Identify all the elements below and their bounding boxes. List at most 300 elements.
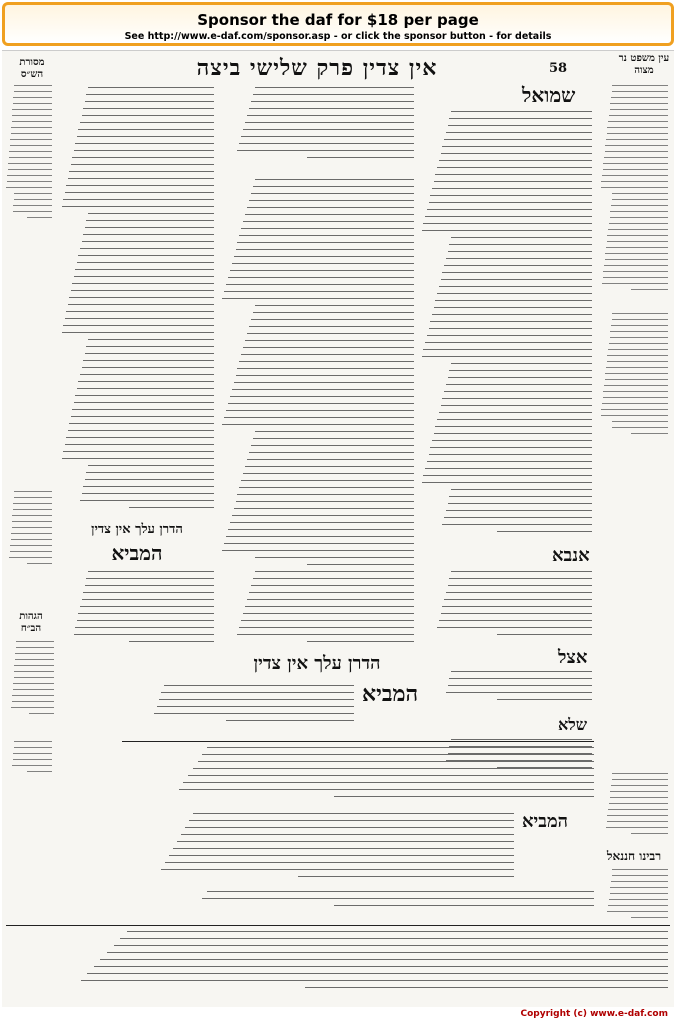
text-line (249, 452, 414, 453)
text-line (602, 175, 668, 176)
text-line (429, 454, 592, 455)
text-line (66, 185, 214, 186)
ein-mishpat-text-3 (600, 773, 668, 843)
text-line (88, 339, 214, 340)
text-line (448, 125, 592, 126)
text-line (14, 497, 52, 498)
text-line (241, 354, 414, 355)
text-line (13, 503, 52, 504)
text-line (11, 533, 52, 534)
text-line (78, 129, 214, 130)
text-line (255, 431, 414, 432)
text-line (253, 312, 414, 313)
text-line (224, 291, 414, 292)
text-line (606, 367, 668, 368)
text-line (434, 307, 592, 308)
text-line (12, 521, 52, 522)
sponsor-subtitle[interactable]: See http://www.e-daf.com/sponsor.asp - or click the sponsor button - for details (124, 31, 552, 42)
text-line (497, 634, 592, 635)
text-line (177, 841, 514, 842)
rashi-opening-word: שמואל (522, 83, 576, 107)
text-line (169, 855, 514, 856)
text-line (429, 328, 592, 329)
page-number: 58 (549, 61, 568, 76)
text-line (255, 557, 414, 558)
text-line (202, 898, 594, 899)
text-line (609, 899, 668, 900)
text-line (78, 613, 214, 614)
text-line (446, 258, 592, 259)
text-line (63, 451, 214, 452)
text-line (14, 199, 52, 200)
text-line (249, 326, 414, 327)
text-line (239, 235, 414, 236)
text-line (610, 217, 668, 218)
text-line (78, 255, 214, 256)
text-line (631, 917, 668, 918)
text-line (243, 129, 414, 130)
text-line (83, 108, 214, 109)
text-line (334, 796, 594, 797)
text-line (608, 349, 668, 350)
text-line (193, 768, 594, 769)
sponsor-title[interactable]: Sponsor the daf for $18 per page (197, 11, 479, 29)
text-line (241, 620, 414, 621)
text-line (198, 761, 594, 762)
text-line (239, 627, 414, 628)
text-line (435, 174, 592, 175)
mesoret-hashas-text (6, 85, 52, 225)
text-line (601, 187, 668, 188)
text-line (307, 641, 414, 642)
text-line (423, 475, 592, 476)
text-line (226, 720, 354, 721)
text-line (69, 297, 214, 298)
text-line (612, 779, 668, 780)
text-line (74, 150, 214, 151)
text-line (75, 269, 214, 270)
text-line (241, 136, 414, 137)
text-line (16, 647, 54, 648)
text-line (609, 343, 668, 344)
right-column-title: עין משפט נר מצוה (618, 53, 670, 76)
text-line (305, 987, 668, 988)
text-line (237, 242, 414, 243)
text-line (435, 426, 592, 427)
text-line (607, 361, 668, 362)
text-line (15, 653, 54, 654)
text-line (224, 543, 414, 544)
text-line (298, 876, 514, 877)
text-line (74, 276, 214, 277)
text-line (12, 527, 52, 528)
text-line (241, 480, 414, 481)
text-line (77, 262, 214, 263)
text-line (193, 813, 514, 814)
text-line (607, 815, 668, 816)
gemara-text (220, 179, 414, 571)
text-line (606, 139, 668, 140)
text-line (241, 228, 414, 229)
tosafot-text (60, 87, 214, 517)
text-line (74, 402, 214, 403)
text-line (429, 202, 592, 203)
text-line (86, 346, 214, 347)
text-line (62, 458, 214, 459)
text-line (13, 103, 52, 104)
rashi-text-2 (420, 571, 592, 641)
text-line (255, 571, 414, 572)
text-line (610, 109, 668, 110)
text-line (120, 938, 668, 939)
rashi-text-3 (420, 671, 592, 711)
text-line (11, 133, 52, 134)
text-line (100, 959, 668, 960)
text-line (65, 444, 214, 445)
mesoret-hashas-text-2 (6, 491, 52, 571)
text-line (249, 200, 414, 201)
text-line (222, 424, 414, 425)
text-line (631, 833, 668, 834)
text-line (86, 472, 214, 473)
text-line (607, 241, 668, 242)
text-line (603, 391, 668, 392)
text-line (222, 298, 414, 299)
text-line (12, 121, 52, 122)
page-footer (0, 1008, 676, 1022)
bottom-divider (6, 925, 670, 926)
text-line (444, 139, 592, 140)
text-line (427, 335, 592, 336)
text-line (12, 515, 52, 516)
text-line (15, 659, 54, 660)
rabbenu-chananel-title: רבינו חננאל (606, 849, 662, 863)
text-line (612, 199, 668, 200)
text-line (451, 111, 592, 112)
page-header (82, 55, 552, 81)
text-line (451, 489, 592, 490)
text-line (425, 468, 592, 469)
text-line (88, 213, 214, 214)
text-line (88, 87, 214, 88)
text-line (446, 510, 592, 511)
text-line (234, 382, 414, 383)
text-line (86, 220, 214, 221)
text-line (207, 891, 594, 892)
text-line (62, 332, 214, 333)
text-line (427, 209, 592, 210)
text-line (249, 108, 414, 109)
text-line (237, 150, 414, 151)
text-line (448, 585, 592, 586)
text-line (232, 263, 414, 264)
text-line (307, 157, 414, 158)
text-line (255, 179, 414, 180)
text-line (612, 91, 668, 92)
text-line (446, 384, 592, 385)
text-line (611, 325, 668, 326)
text-line (606, 827, 668, 828)
text-line (610, 331, 668, 332)
text-line (63, 325, 214, 326)
text-line (612, 319, 668, 320)
text-line (83, 234, 214, 235)
text-line (165, 862, 514, 863)
text-line (607, 235, 668, 236)
text-line (601, 181, 668, 182)
text-line (610, 797, 668, 798)
text-line (8, 163, 52, 164)
mishna-hamevi-word: המביא (362, 681, 419, 707)
text-line (439, 412, 592, 413)
text-line (243, 613, 414, 614)
text-line (448, 251, 592, 252)
text-line (442, 398, 592, 399)
text-line (72, 409, 214, 410)
text-line (185, 827, 514, 828)
text-line (7, 175, 52, 176)
text-line (251, 193, 414, 194)
text-line (434, 181, 592, 182)
text-line (14, 85, 52, 86)
text-line (82, 115, 214, 116)
rashi-second-word: אנבא (552, 545, 590, 566)
text-line (245, 122, 414, 123)
text-line (631, 433, 668, 434)
text-line (437, 293, 592, 294)
text-line (432, 188, 592, 189)
text-line (442, 272, 592, 273)
text-line (608, 809, 668, 810)
text-line (444, 599, 592, 600)
text-line (441, 613, 592, 614)
text-line (16, 641, 54, 642)
text-line (80, 606, 214, 607)
copyright-link[interactable]: Copyright (c) www.e-daf.com (520, 1009, 668, 1019)
text-line (80, 248, 214, 249)
text-line (631, 289, 668, 290)
text-line (253, 578, 414, 579)
text-line (9, 151, 52, 152)
text-line (6, 187, 52, 188)
text-line (607, 821, 668, 822)
text-line (237, 368, 414, 369)
text-line (85, 479, 214, 480)
text-line (245, 214, 414, 215)
text-line (14, 665, 54, 666)
text-line (451, 237, 592, 238)
text-line (239, 361, 414, 362)
text-line (449, 118, 592, 119)
text-line (611, 205, 668, 206)
text-line (422, 356, 592, 357)
gemara-text-wide (220, 571, 414, 651)
text-line (14, 671, 54, 672)
text-line (427, 461, 592, 462)
text-line (437, 419, 592, 420)
text-line (181, 834, 514, 835)
text-line (448, 377, 592, 378)
lower-hamevi-word: המביא (522, 811, 568, 832)
text-line (255, 305, 414, 306)
text-line (239, 487, 414, 488)
text-line (612, 193, 668, 194)
text-line (442, 146, 592, 147)
text-line (14, 677, 54, 678)
text-line (255, 87, 414, 88)
text-line (77, 620, 214, 621)
text-line (604, 385, 668, 386)
text-line (602, 403, 668, 404)
text-line (9, 157, 52, 158)
text-line (439, 160, 592, 161)
text-line (9, 557, 52, 558)
text-line (63, 199, 214, 200)
text-line (604, 157, 668, 158)
talmud-page (2, 50, 674, 1007)
text-line (72, 157, 214, 158)
rabbenu-chananel-text (600, 869, 668, 923)
text-line (189, 820, 514, 821)
text-line (226, 536, 414, 537)
text-line (237, 494, 414, 495)
text-line (13, 211, 52, 212)
text-line (13, 759, 52, 760)
text-line (13, 753, 52, 754)
text-line (497, 531, 592, 532)
text-line (66, 437, 214, 438)
text-line (80, 122, 214, 123)
text-line (224, 417, 414, 418)
text-line (114, 945, 668, 946)
text-line (66, 311, 214, 312)
text-line (608, 905, 668, 906)
text-line (601, 415, 668, 416)
text-line (88, 465, 214, 466)
text-line (161, 692, 354, 693)
text-line (77, 136, 214, 137)
text-line (245, 340, 414, 341)
text-line (251, 445, 414, 446)
text-line (605, 379, 668, 380)
text-line (11, 127, 52, 128)
text-line (334, 905, 594, 906)
text-line (249, 592, 414, 593)
tosafot-hadran: הדרן עלך אין צדין (91, 522, 183, 537)
text-line (441, 279, 592, 280)
text-line (129, 507, 214, 508)
text-line (247, 599, 414, 600)
text-line (448, 685, 592, 686)
text-line (247, 207, 414, 208)
text-line (607, 911, 668, 912)
text-line (13, 205, 52, 206)
text-line (449, 370, 592, 371)
text-line (230, 522, 414, 523)
tosafot-hamevi: המביא (111, 541, 163, 565)
section-divider (122, 741, 594, 742)
text-line (8, 169, 52, 170)
text-line (69, 171, 214, 172)
text-line (7, 181, 52, 182)
text-line (12, 695, 54, 696)
text-line (444, 391, 592, 392)
text-line (612, 427, 668, 428)
text-line (245, 606, 414, 607)
text-line (425, 216, 592, 217)
text-line (86, 578, 214, 579)
text-line (10, 145, 52, 146)
text-line (78, 381, 214, 382)
text-line (442, 524, 592, 525)
text-line (68, 430, 214, 431)
text-line (27, 771, 52, 772)
lower-tosafot-text (122, 813, 514, 885)
text-line (605, 145, 668, 146)
text-line (497, 699, 592, 700)
text-line (243, 221, 414, 222)
text-line (251, 319, 414, 320)
text-line (449, 578, 592, 579)
text-line (601, 409, 668, 410)
text-line (612, 313, 668, 314)
hagahot-text (8, 641, 54, 721)
text-line (27, 563, 52, 564)
text-line (610, 893, 668, 894)
text-line (75, 627, 214, 628)
text-line (14, 491, 52, 492)
text-line (87, 973, 668, 974)
text-line (27, 217, 52, 218)
text-line (425, 342, 592, 343)
text-line (605, 373, 668, 374)
text-line (230, 396, 414, 397)
text-line (65, 318, 214, 319)
text-line (71, 164, 214, 165)
text-line (12, 701, 54, 702)
text-line (602, 283, 668, 284)
text-line (234, 256, 414, 257)
text-line (234, 508, 414, 509)
hagahot-label: הגהות הב״ח (19, 611, 43, 634)
text-line (68, 178, 214, 179)
text-line (423, 223, 592, 224)
text-line (161, 869, 514, 870)
text-line (451, 363, 592, 364)
text-line (444, 265, 592, 266)
text-line (432, 314, 592, 315)
text-line (430, 447, 592, 448)
text-line (228, 529, 414, 530)
text-line (12, 109, 52, 110)
text-line (442, 606, 592, 607)
text-line (422, 230, 592, 231)
text-line (607, 133, 668, 134)
text-line (446, 132, 592, 133)
text-line (236, 249, 414, 250)
text-line (612, 869, 668, 870)
text-line (72, 283, 214, 284)
mishna-hamevi-text (122, 685, 354, 733)
text-line (251, 585, 414, 586)
text-line (85, 353, 214, 354)
text-line (82, 493, 214, 494)
text-line (439, 620, 592, 621)
lower-rashi-text (122, 747, 594, 807)
text-line (11, 539, 52, 540)
text-line (243, 347, 414, 348)
sponsor-banner[interactable] (2, 2, 674, 46)
